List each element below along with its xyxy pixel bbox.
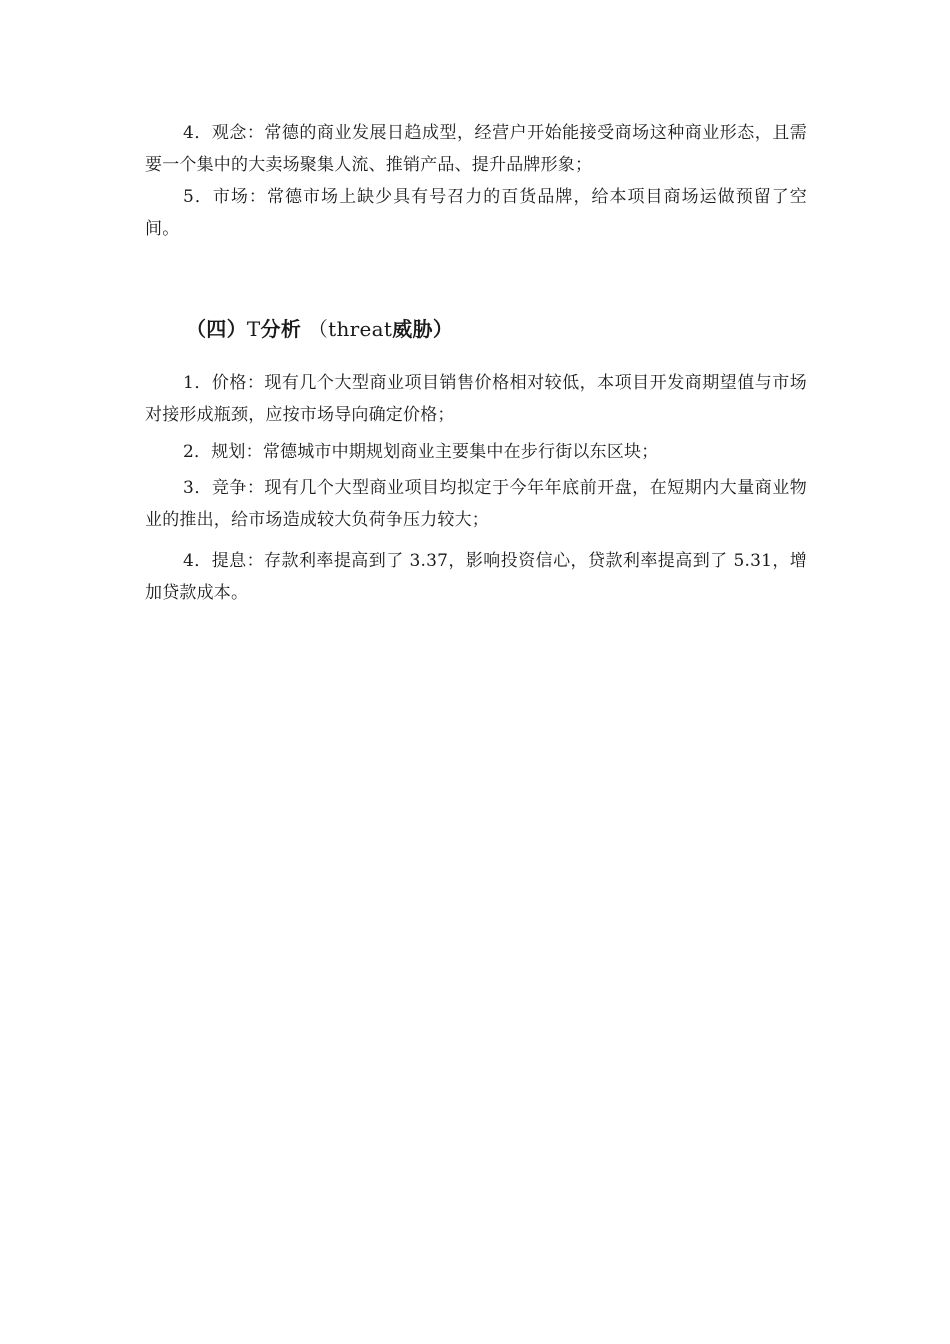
paragraph-competition: 3．竞争：现有几个大型商业项目均拟定于今年年底前开盘，在短期内大量商业物业的推出，给市场造成较大负荷争压力较大； <box>145 478 807 530</box>
heading-letter: T <box>246 317 261 341</box>
paragraph-planning: 2．规划：常德城市中期规划商业主要集中在步行街以东区块； <box>183 442 659 462</box>
paragraph-concept: 4．观念：常德的商业发展日趋成型，经营户开始能接受商场这种商业形态，且需要一个集中的大卖场聚集人流、推销产品、提升品牌形象； <box>145 123 807 175</box>
paragraph-price: 1．价格：现有几个大型商业项目销售价格相对较低，本项目开发商期望值与市场对接形成瓶颈，应按市场导向确定价格； <box>145 373 807 425</box>
section-heading-threat <box>186 312 453 346</box>
heading-chinese: 威胁） <box>392 317 454 341</box>
paragraph-market: 5．市场：常德市场上缺少具有号召力的百货品牌，给本项目商场运做预留了空间。 <box>145 187 807 239</box>
heading-prefix: （四） <box>186 317 247 341</box>
paragraph-interest: 4．提息：存款利率提高到了 3.37，影响投资信心，贷款利率提高到了 5.31，增加贷款成本。 <box>145 551 807 603</box>
heading-label: 分析 <box>260 317 302 341</box>
heading-english: （threat <box>307 317 393 341</box>
